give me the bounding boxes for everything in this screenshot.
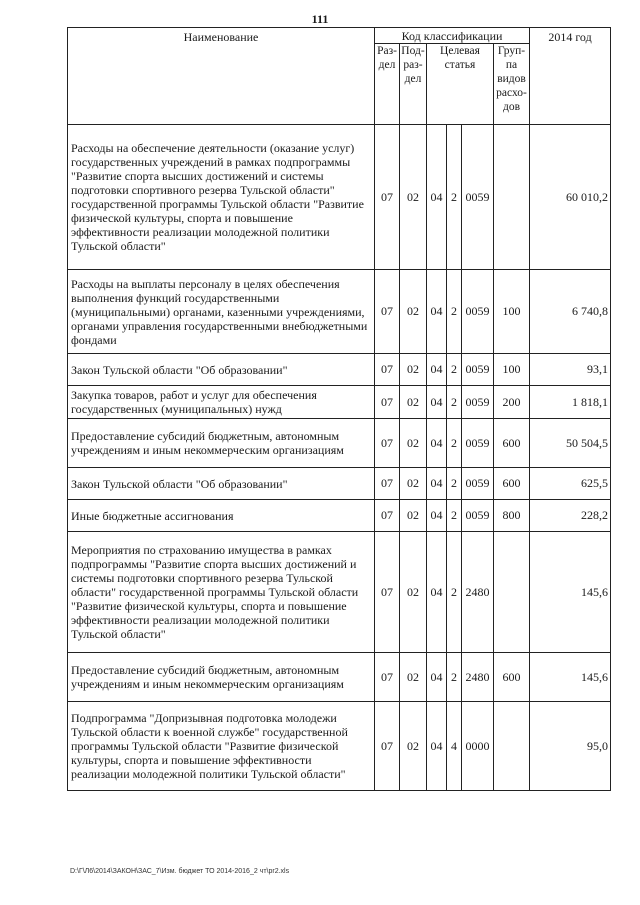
- row-target-part3: 2480: [462, 653, 494, 702]
- row-target-part1: 04: [427, 125, 447, 270]
- budget-table: [67, 27, 611, 791]
- row-subsection: 02: [400, 270, 427, 354]
- row-subsection: 02: [400, 419, 427, 468]
- row-section: 07: [375, 500, 400, 532]
- row-amount: 50 504,5: [530, 419, 611, 468]
- row-amount: 228,2: [530, 500, 611, 532]
- row-subsection: 02: [400, 702, 427, 791]
- row-target-part1: 04: [427, 354, 447, 386]
- row-target-part2: 4: [447, 702, 462, 791]
- row-section: 07: [375, 532, 400, 653]
- row-name: Закон Тульской области "Об образовании": [68, 354, 375, 386]
- row-section: 07: [375, 125, 400, 270]
- row-expense-group: 800: [494, 500, 530, 532]
- row-subsection: 02: [400, 468, 427, 500]
- row-subsection: 02: [400, 354, 427, 386]
- header-subsection: Под-раз-дел: [400, 44, 427, 125]
- row-name: Предоставление субсидий бюджетным, автономным учреждениям и иным некоммерческим организациям: [68, 419, 375, 468]
- header-target: Целевая статья: [427, 44, 494, 125]
- row-target-part2: 2: [447, 125, 462, 270]
- row-target-part3: 0059: [462, 468, 494, 500]
- header-section: Раз-дел: [375, 44, 400, 125]
- table-row: [68, 532, 611, 653]
- row-amount: 60 010,2: [530, 125, 611, 270]
- row-amount: 1 818,1: [530, 386, 611, 419]
- row-subsection: 02: [400, 386, 427, 419]
- row-target-part3: 0059: [462, 500, 494, 532]
- row-target-part3: 0059: [462, 354, 494, 386]
- row-amount: 145,6: [530, 532, 611, 653]
- row-target-part1: 04: [427, 702, 447, 791]
- page-number: 111: [311, 12, 329, 26]
- table-row: [68, 702, 611, 791]
- row-target-part1: 04: [427, 419, 447, 468]
- table-row: [68, 386, 611, 419]
- table-row: [68, 125, 611, 270]
- row-name: Закупка товаров, работ и услуг для обеспечения государственных (муниципальных) нужд: [68, 386, 375, 419]
- row-section: 07: [375, 354, 400, 386]
- row-amount: 95,0: [530, 702, 611, 791]
- row-target-part2: 2: [447, 354, 462, 386]
- header-group: Груп-па видов расхо-дов: [494, 44, 530, 125]
- row-target-part3: 0059: [462, 125, 494, 270]
- row-section: 07: [375, 270, 400, 354]
- row-name: Закон Тульской области "Об образовании": [68, 468, 375, 500]
- row-target-part1: 04: [427, 270, 447, 354]
- table-row: [68, 419, 611, 468]
- header-year: 2014 год: [530, 28, 611, 125]
- row-target-part2: 2: [447, 419, 462, 468]
- row-section: 07: [375, 419, 400, 468]
- row-target-part3: 0059: [462, 386, 494, 419]
- table-row: [68, 270, 611, 354]
- row-target-part1: 04: [427, 386, 447, 419]
- row-name: Подпрограмма "Допризывная подготовка молодежи Тульской области к военной службе" государственной программы Тульской области "Развитие физической культуры, спорта и повышение эффективности реализации молодежной политики Тульской области": [68, 702, 375, 791]
- row-target-part2: 2: [447, 468, 462, 500]
- row-expense-group: 100: [494, 354, 530, 386]
- row-target-part1: 04: [427, 532, 447, 653]
- row-name: Расходы на обеспечение деятельности (оказание услуг) государственных учреждений в рамках подпрограммы "Развитие спорта высших достижений и системы подготовки спортивного резерва Тульской области" государственной программы Тульской области "Развитие физической культуры, спорта и повышение эффективности реализации молодежной политики Тульской области": [68, 125, 375, 270]
- row-section: 07: [375, 468, 400, 500]
- row-expense-group: [494, 532, 530, 653]
- row-name: Расходы на выплаты персоналу в целях обеспечения выполнения функций государственными (муниципальными) органами, казенными учреждениями, органами управления государственными внебюджетными фондами: [68, 270, 375, 354]
- table-row: [68, 354, 611, 386]
- row-name: Иные бюджетные ассигнования: [68, 500, 375, 532]
- row-section: 07: [375, 702, 400, 791]
- row-target-part1: 04: [427, 468, 447, 500]
- header-code: Код классификации: [375, 28, 530, 44]
- row-subsection: 02: [400, 653, 427, 702]
- row-expense-group: 100: [494, 270, 530, 354]
- row-target-part3: 0000: [462, 702, 494, 791]
- row-expense-group: [494, 125, 530, 270]
- row-name: Мероприятия по страхованию имущества в рамках подпрограммы "Развитие спорта высших достижений и системы подготовки спортивного резерва Тульской области" государственной программы Тульской области "Развитие физической культуры, спорта и повышение эффективности реализации молодежной политики Тульской области": [68, 532, 375, 653]
- row-amount: 93,1: [530, 354, 611, 386]
- row-target-part1: 04: [427, 653, 447, 702]
- row-amount: 625,5: [530, 468, 611, 500]
- row-expense-group: 200: [494, 386, 530, 419]
- row-amount: 6 740,8: [530, 270, 611, 354]
- row-subsection: 02: [400, 500, 427, 532]
- row-expense-group: 600: [494, 468, 530, 500]
- table-row: [68, 500, 611, 532]
- row-target-part2: 2: [447, 532, 462, 653]
- row-target-part1: 04: [427, 500, 447, 532]
- row-target-part3: 0059: [462, 419, 494, 468]
- row-target-part3: 2480: [462, 532, 494, 653]
- row-expense-group: [494, 702, 530, 791]
- header-name: Наименование: [68, 28, 375, 125]
- row-section: 07: [375, 653, 400, 702]
- row-target-part2: 2: [447, 270, 462, 354]
- row-target-part2: 2: [447, 500, 462, 532]
- row-subsection: 02: [400, 532, 427, 653]
- table-row: [68, 653, 611, 702]
- row-target-part2: 2: [447, 653, 462, 702]
- row-subsection: 02: [400, 125, 427, 270]
- row-amount: 145,6: [530, 653, 611, 702]
- row-target-part2: 2: [447, 386, 462, 419]
- row-expense-group: 600: [494, 653, 530, 702]
- table-row: [68, 468, 611, 500]
- row-section: 07: [375, 386, 400, 419]
- footer-file-path: D:\Г\Л6\2014\ЗАКОН\ЗАС_7\Изм. бюджет ТО 2014-2016_2 чт\pr2.xls: [70, 868, 290, 875]
- row-expense-group: 600: [494, 419, 530, 468]
- row-target-part3: 0059: [462, 270, 494, 354]
- row-name: Предоставление субсидий бюджетным, автономным учреждениям и иным некоммерческим организациям: [68, 653, 375, 702]
